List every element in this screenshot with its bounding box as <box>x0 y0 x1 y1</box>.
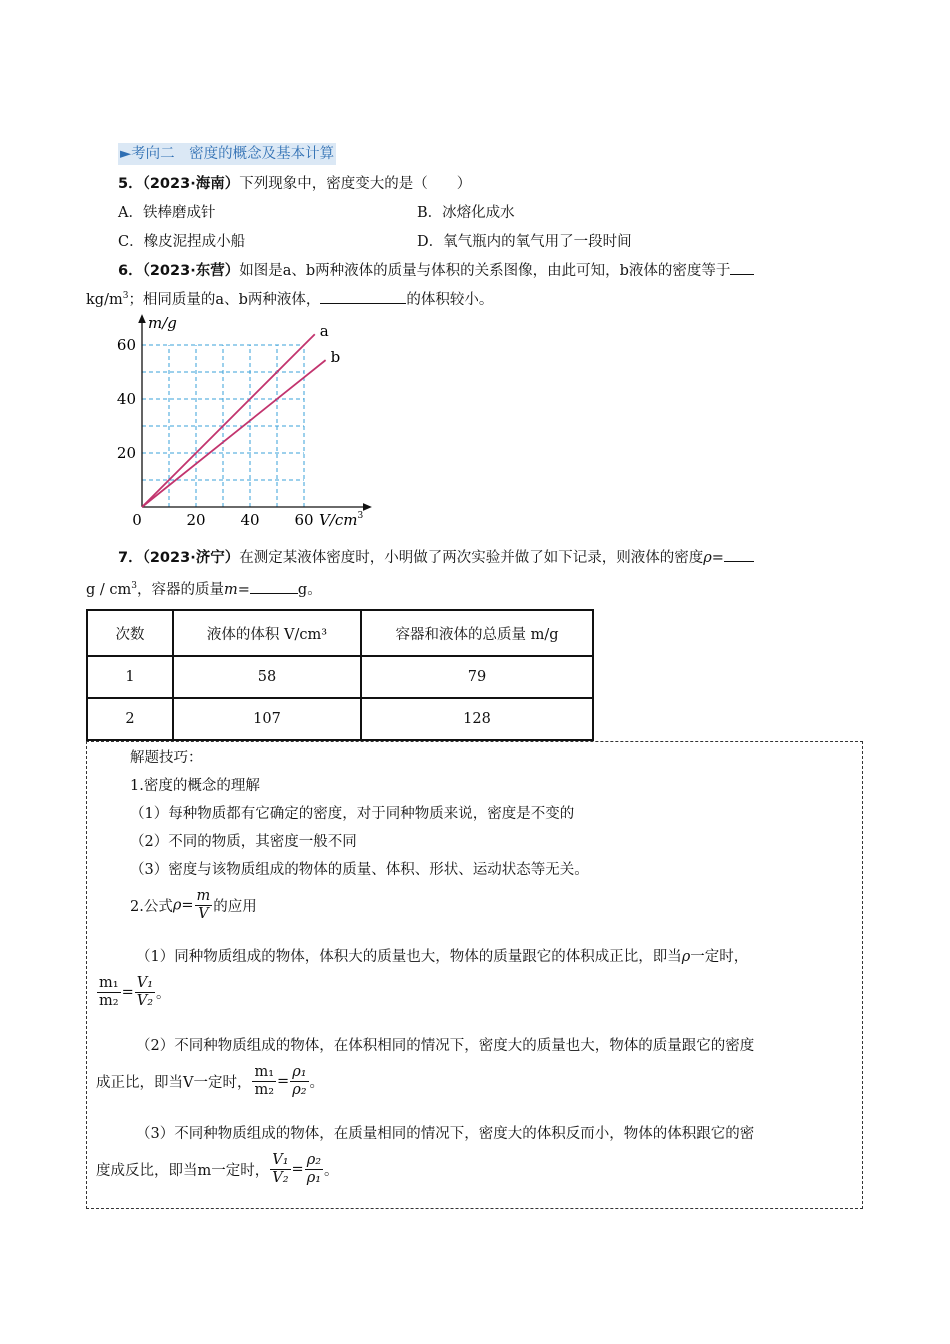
tips-heading-1: 1.密度的概念的理解 <box>130 778 260 794</box>
table-header-row <box>87 610 593 656</box>
table-cell: 1 <box>87 656 173 698</box>
question-6 <box>118 259 754 280</box>
table-header: 容器和液体的总质量 m/g <box>361 610 593 656</box>
tips-title: 解题技巧： <box>130 750 203 766</box>
answer-blank[interactable] <box>320 289 406 304</box>
x-axis-label: $V/cm^3$ <box>319 511 364 529</box>
question-source: （2023·海南） <box>142 176 240 192</box>
option-b: B．冰熔化成水 <box>417 205 515 221</box>
table-cell: 58 <box>173 656 361 698</box>
tips-rule-2-line2: 成正比，即当V一定时， $\frac{\text{m₁}}{\text{m₂}}$ = $\frac{\text{ρ₁}}{\text{ρ₂}}$ 。 <box>96 1064 325 1098</box>
answer-blank-mass[interactable] <box>250 579 298 594</box>
tips-heading-2: 2.公式ρ= $\frac{m}{V}$ 的应用 <box>130 888 257 922</box>
unit: kg/m <box>86 292 123 308</box>
table-header: 液体的体积 V/cm³ <box>173 610 361 656</box>
x-tick-label: 60 <box>294 511 314 529</box>
table-cell: 128 <box>361 698 593 740</box>
question-6-line2: $kg/m^3$；相同质量的a、b两种液体， 的体积较小。 <box>86 288 493 309</box>
tips-rule-1-formula: $\frac{\text{m₁}}{\text{m₂}}$ = $\frac{\text{V₁}}{\text{V₂}}$ 。 <box>99 975 171 1009</box>
tips-rule-3: （3）不同种物质组成的物体，在质量相同的情况下，密度大的体积反而小，物体的体积跟它的密 <box>136 1126 755 1142</box>
tips-point: （1）每种物质都有它确定的密度，对于同种物质来说，密度是不变的 <box>130 806 575 822</box>
table-header: 次数 <box>87 610 173 656</box>
question-source: （2023·东营） <box>142 263 240 279</box>
question-number: 6． <box>118 263 143 279</box>
question-5 <box>118 172 471 193</box>
answer-blank-density[interactable] <box>724 547 754 562</box>
x-tick-label: 20 <box>186 511 206 529</box>
table-cell: 79 <box>361 656 593 698</box>
y-axis-label: m/g <box>148 314 177 332</box>
question-stem: 如图是a、b两种液体的质量与体积的关系图像，由此可知，b液体的密度等于 <box>239 263 731 279</box>
series-label-b: b <box>330 348 341 367</box>
record-table <box>86 609 594 741</box>
option-c: C．橡皮泥捏成小船 <box>118 234 246 250</box>
y-tick-label: 40 <box>116 390 136 408</box>
table-cell: 107 <box>173 698 361 740</box>
tips-rule-3-line2: 度成反比，即当m一定时， $\frac{\text{V₁}}{\text{V₂}}$ = $\frac{\text{ρ₂}}{\text{ρ₁}}$ 。 <box>96 1152 339 1186</box>
formula-fraction: $\frac{m}{V}$ <box>196 888 211 922</box>
series-line-b <box>142 360 326 507</box>
question-number: 7． <box>118 550 143 566</box>
question-source: （2023·济宁） <box>142 550 240 566</box>
table-row <box>87 656 593 698</box>
series-line-a <box>142 334 315 507</box>
question-7-line2: g / $cm^3$，容器的质量m= g。 <box>86 578 322 599</box>
section-title: ►考向二 密度的概念及基本计算 <box>118 143 336 165</box>
question-7: 7．（2023·济宁）在测定某液体密度时，小明做了两次实验并做了如下记录，则液体的密度ρ= <box>118 546 754 567</box>
question-stem: 在测定某液体密度时，小明做了两次实验并做了如下记录，则液体的密度 <box>239 550 704 566</box>
mass-volume-chart <box>100 312 380 537</box>
y-tick-label: 20 <box>116 444 136 462</box>
y-tick-label: 60 <box>116 336 136 354</box>
tips-rule-2: （2）不同种物质组成的物体，在体积相同的情况下，密度大的质量也大，物体的质量跟它的密度 <box>136 1038 755 1054</box>
option-d: D．氧气瓶内的氧气用了一段时间 <box>417 234 632 250</box>
tips-rule-1: （1）同种物质组成的物体，体积大的质量也大，物体的质量跟它的体积成正比，即当ρ一定时， <box>136 949 749 965</box>
tips-point: （2）不同的物质，其密度一般不同 <box>130 834 357 850</box>
question-number: 5． <box>118 176 143 192</box>
answer-blank[interactable] <box>730 260 754 275</box>
question-stem: 下列现象中，密度变大的是（ ） <box>239 176 472 192</box>
table-cell: 2 <box>87 698 173 740</box>
series-label-a: a <box>319 322 329 341</box>
x-tick-label: 40 <box>240 511 260 529</box>
tips-point: （3）密度与该物质组成的物体的质量、体积、形状、运动状态等无关。 <box>130 862 589 878</box>
origin-label: 0 <box>132 511 142 529</box>
question-stem: ；相同质量的a、b两种液体， <box>128 292 321 308</box>
option-a: A．铁棒磨成针 <box>118 205 216 221</box>
table-row <box>87 698 593 740</box>
